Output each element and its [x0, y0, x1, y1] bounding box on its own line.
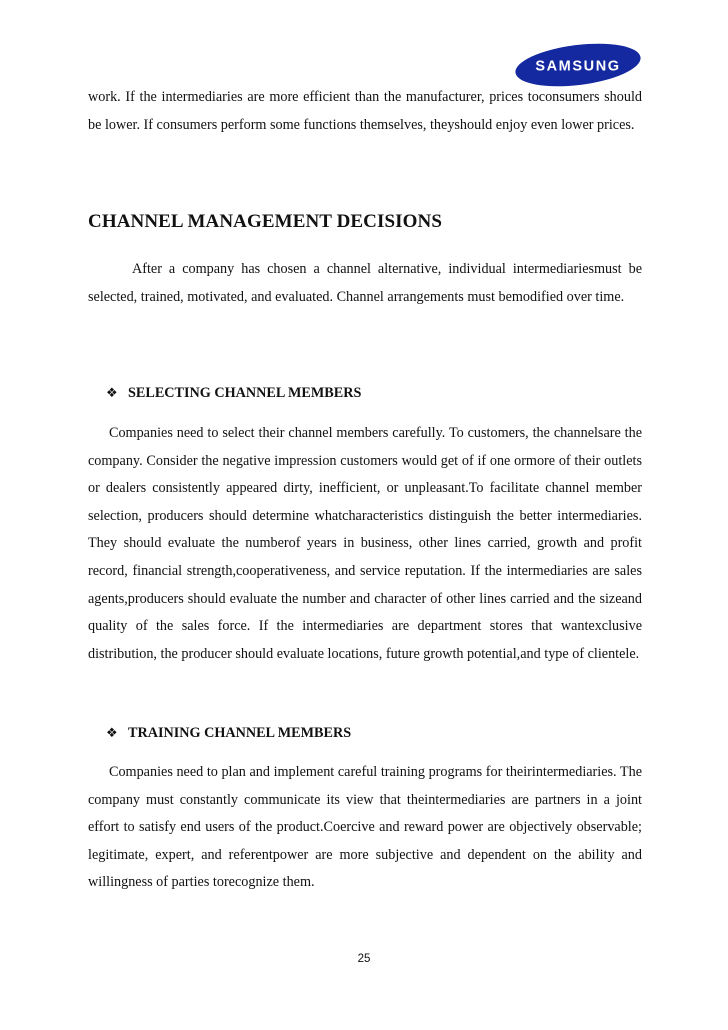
diamond-bullet-icon: ❖	[106, 386, 118, 401]
page-number: 25	[357, 953, 371, 965]
diamond-bullet-icon: ❖	[106, 726, 118, 741]
main-heading: CHANNEL MANAGEMENT DECISIONS	[88, 211, 443, 232]
intro-paragraph: work. If the intermediaries are more efficient than the manufacturer, prices toconsumers should be lower. If consumers perform some functions themselves, theyshould enjoy even lower prices.	[88, 89, 642, 133]
selecting-paragraph: Companies need to select their channel members carefully. To customers, the channelsare the company. Consider the negative impression customers would get of if one ormore of their outlets or dealers consistently appeared dirty, inefficient, or unpleasant.To facilitate channel member selection, producers should determine whatcharacteristics distinguish the better intermediaries. They should evaluate the numberof years in business, other lines carried, growth and profit record, financial strength,cooperativeness, and service reputation. If the intermediaries are sales agents,producers should evaluate the number and character of other lines carried and the sizeand quality of the sales force. If the intermediaries are department stores that wantexclusive distribution, the producer should evaluate locations, future growth potential,and type of clientele.	[88, 425, 642, 662]
samsung-logo	[513, 42, 643, 88]
training-paragraph: Companies need to plan and implement careful training programs for theirintermediaries. The company must constantly communicate its view that theintermediaries are partners in a joint effort to satisfy end users of the product.Coercive and reward power are objectively observable; legitimate, expert, and referentpower are more subjective and dependent on the ability and willingness of parties torecognize them.	[88, 764, 642, 891]
selecting-heading	[106, 385, 361, 402]
channel-management-paragraph: After a company has chosen a channel alternative, individual intermediariesmust be selected, trained, motivated, and evaluated. Channel arrangements must bemodified over time.	[88, 261, 642, 305]
training-heading	[106, 725, 351, 742]
selecting-heading-text: SELECTING CHANNEL MEMBERS	[128, 385, 362, 401]
training-heading-text: TRAINING CHANNEL MEMBERS	[128, 725, 352, 741]
samsung-logo-text: SAMSUNG	[535, 58, 621, 75]
